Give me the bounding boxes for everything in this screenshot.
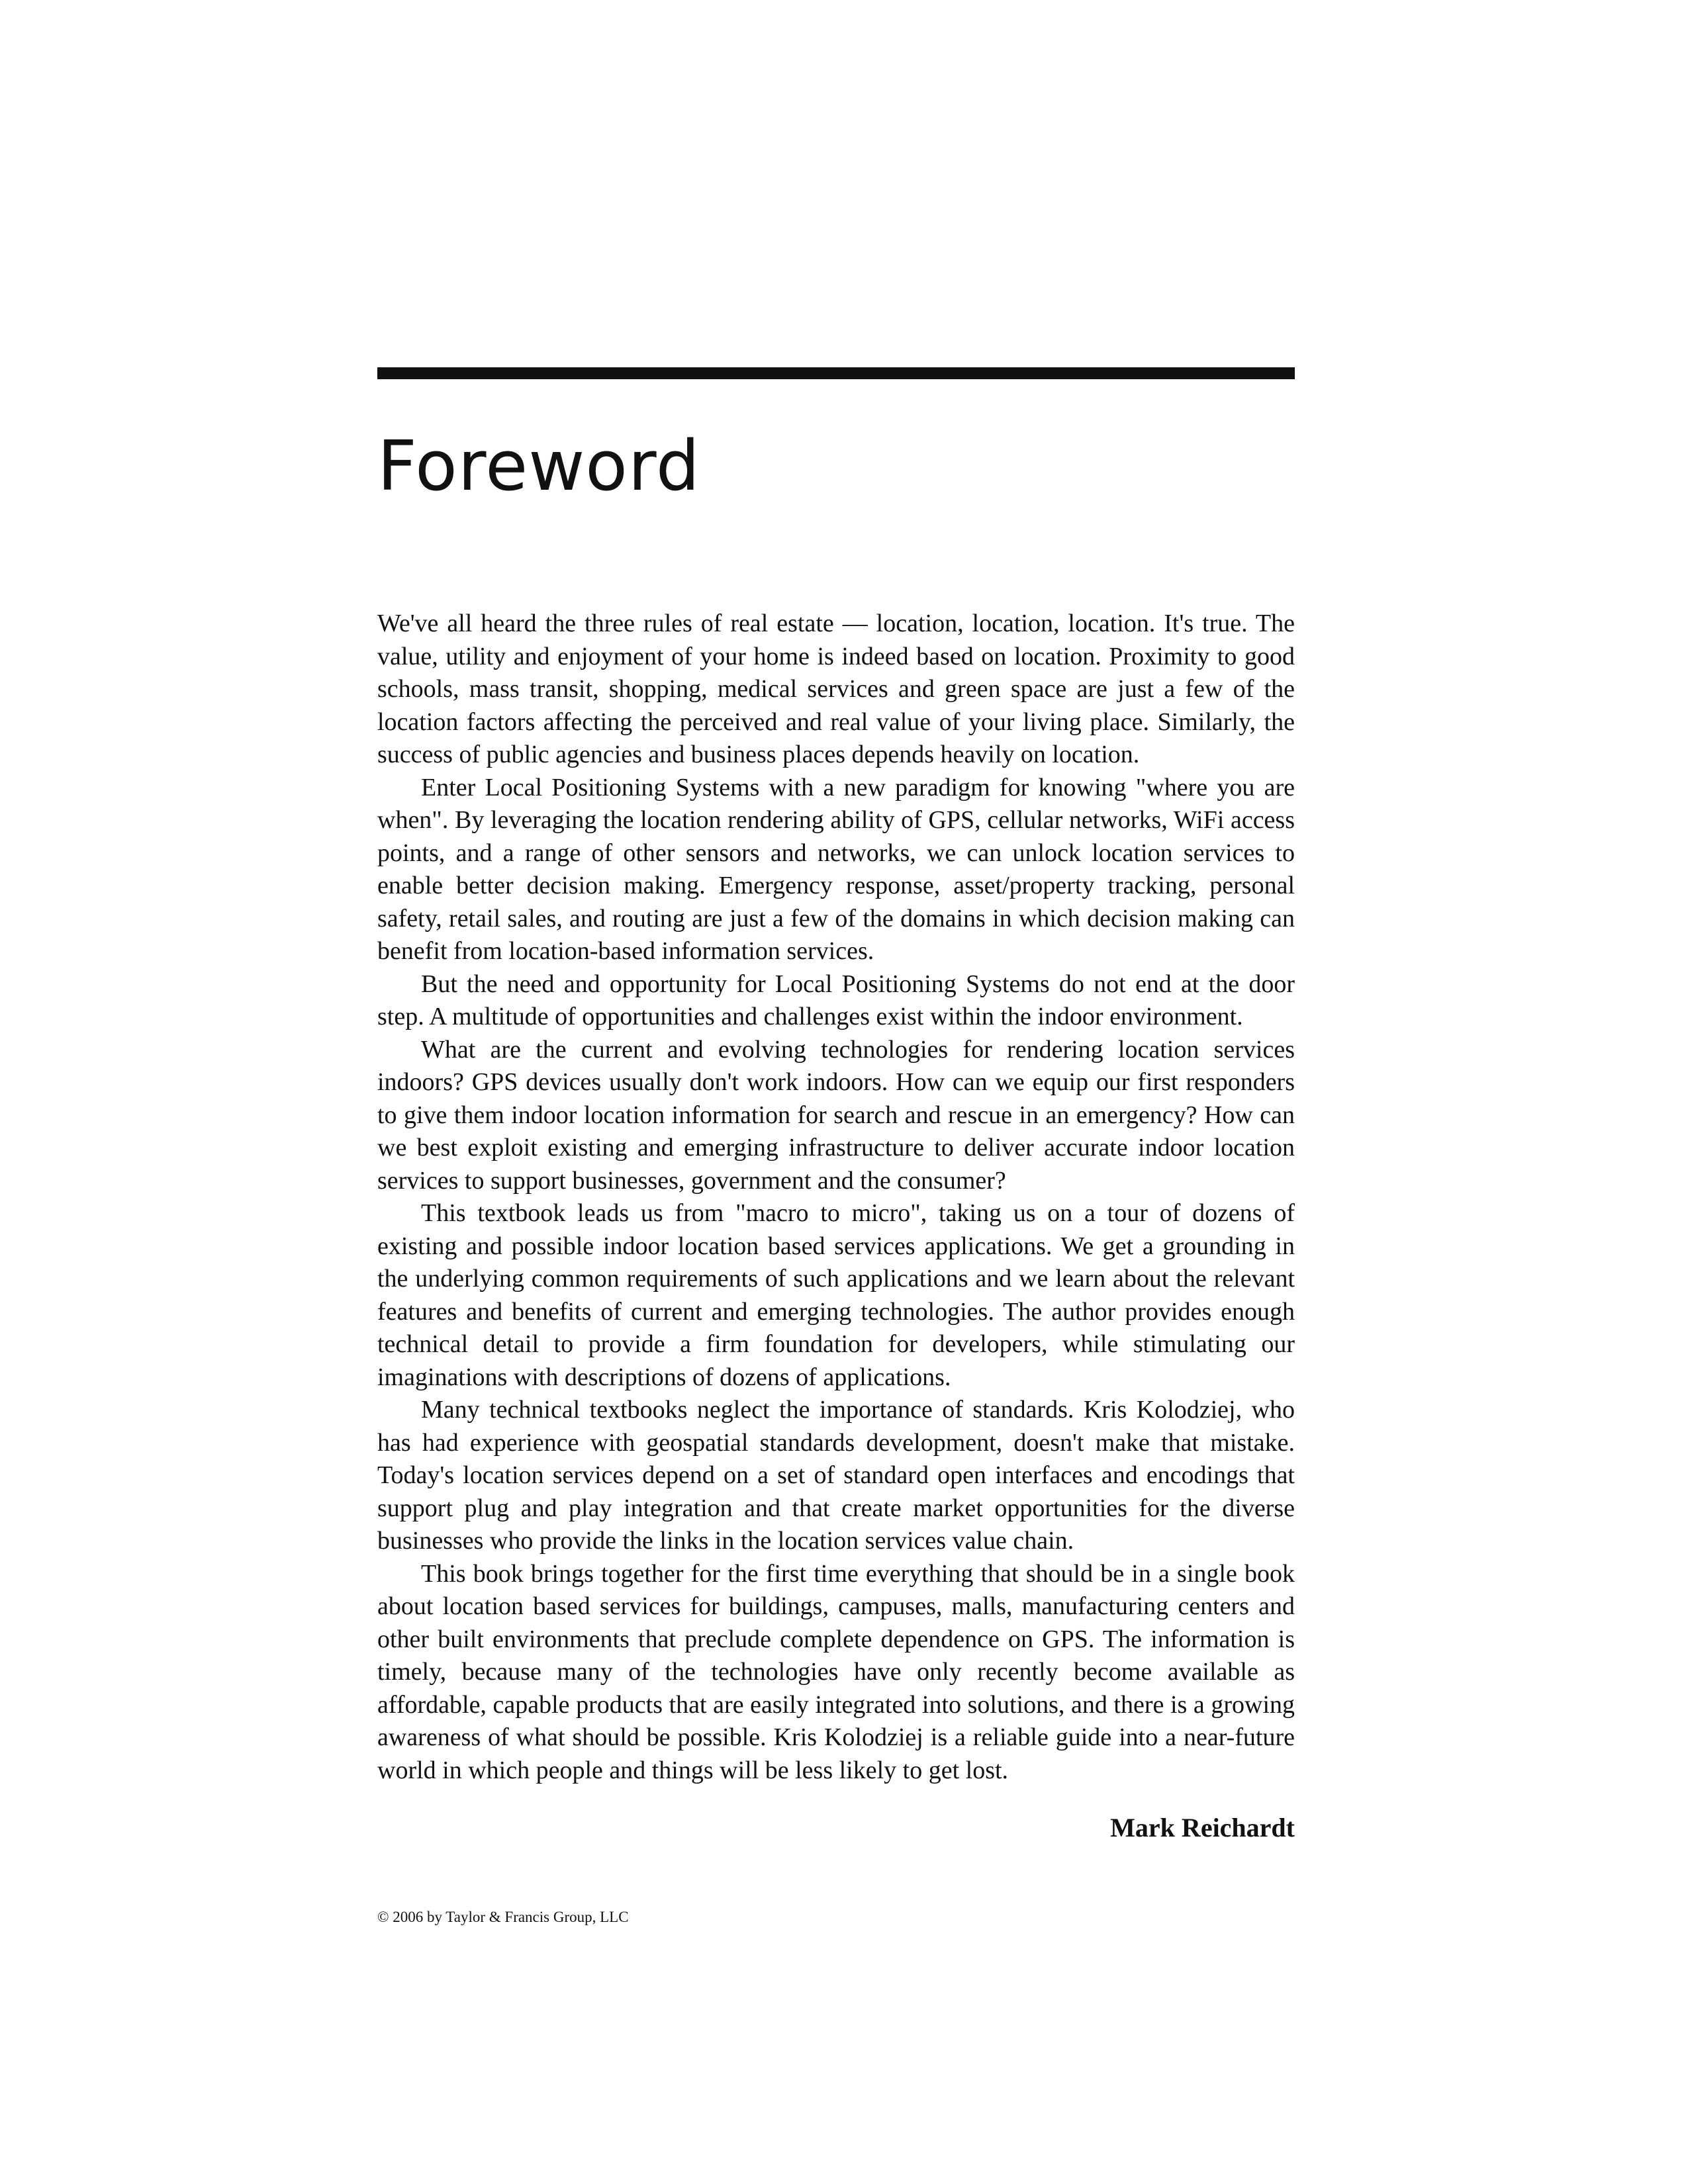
paragraph: We've all heard the three rules of real estate — location, location, location. It's true. The value, utility and enjoyment of your home is indeed based on location. Proximity to good schools, mass transit, shopping, medical services and green space are just a few of the location factors affecting the perceived and real value of your living place. Similarly, the success of public agencies and business places depends heavily on location. <box>377 610 1295 768</box>
chapter-title: Foreword <box>377 426 700 506</box>
book-page <box>377 0 1295 2184</box>
foreword-body <box>377 608 1295 1787</box>
paragraph: But the need and opportunity for Local Positioning Systems do not end at the door step. A multitude of opportunities and challenges exist within the indoor environment. <box>377 970 1295 1030</box>
paragraph: Enter Local Positioning Systems with a new paradigm for knowing "where you are when". By leveraging the location rendering ability of GPS, cellular networks, WiFi access points, and a range of other sensors and networks, we can unlock location services to enable better decision making. Emergency response, asset/property tracking, personal safety, retail sales, and routing are just a few of the domains in which decision making can benefit from location-based information services. <box>377 773 1295 965</box>
chapter-rule <box>377 367 1295 379</box>
copyright-notice: © 2006 by Taylor & Francis Group, LLC <box>377 1909 629 1925</box>
paragraph: What are the current and evolving technologies for rendering location services indoors? GPS devices usually don't work indoors. How can we equip our first responders to give them indoor location information for search and rescue in an emergency? How can we best exploit existing and emerging infrastructure to deliver accurate indoor location services to support businesses, government and the consumer? <box>377 1035 1295 1195</box>
paragraph: This book brings together for the first time everything that should be in a single book about location based services for buildings, campuses, malls, manufacturing centers and other built environments that preclude complete dependence on GPS. The information is timely, because many of the technologies have only recently become available as affordable, capable products that are easily integrated into solutions, and there is a growing awareness of what should be possible. Kris Kolodziej is a reliable guide into a near-future world in which people and things will be less likely to get lost. <box>377 1559 1295 1784</box>
author-signature: Mark Reichardt <box>1110 1813 1295 1843</box>
paragraph: This textbook leads us from "macro to micro", taking us on a tour of dozens of existing and possible indoor location based services applications. We get a grounding in the underlying common requirements of such applications and we learn about the relevant features and benefits of current and emerging technologies. The author provides enough technical detail to provide a firm foundation for developers, while stimulating our imaginations with descriptions of dozens of applications. <box>377 1199 1295 1391</box>
paragraph: Many technical textbooks neglect the importance of standards. Kris Kolodziej, who has had experience with geospatial standards development, doesn't make that mistake. Today's location services depend on a set of standard open interfaces and encodings that support plug and play integration and that create market opportunities for the diverse businesses who provide the links in the location services value chain. <box>377 1396 1295 1555</box>
